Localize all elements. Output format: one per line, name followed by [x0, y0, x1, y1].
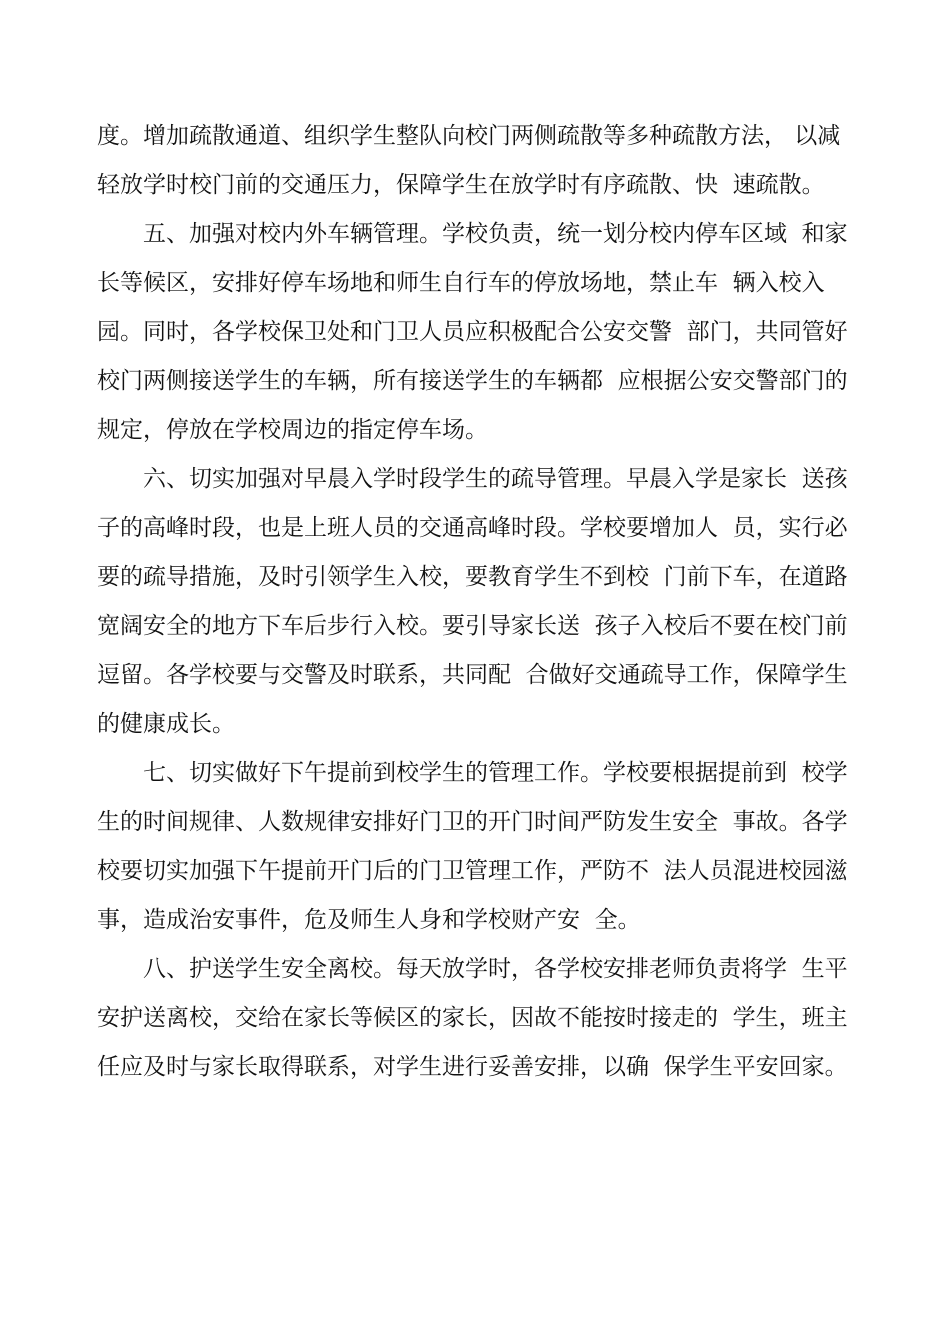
text-line: 校要切实加强下午提前开门后的门卫管理工作，严防不 法人员混进校园滋	[97, 858, 848, 884]
text-line: 宽阔安全的地方下车后步行入校。要引导家长送 孩子入校后不要在校门前	[97, 613, 848, 639]
text-line: 安护送离校，交给在家长等候区的家长，因故不能按时接走的 学生，班主	[97, 1005, 848, 1031]
text-line: 任应及时与家长取得联系，对学生进行妥善安排，以确 保学生平安回家。	[97, 1054, 848, 1080]
paragraph	[97, 210, 865, 455]
text-line: 轻放学时校门前的交通压力，保障学生在放学时有序疏散、快 速疏散。	[97, 172, 825, 198]
text-line: 八、护送学生安全离校。每天放学时，各学校安排老师负责将学 生平	[143, 956, 848, 982]
text-line: 五、加强对校内外车辆管理。学校负责，统一划分校内停车区域 和家	[143, 221, 848, 247]
text-line: 的健康成长。	[97, 711, 235, 737]
text-line: 长等候区，安排好停车场地和师生自行车的停放场地，禁止车 辆入校入	[97, 270, 825, 296]
paragraph	[97, 749, 865, 945]
document-body	[97, 112, 865, 1092]
text-line: 逗留。各学校要与交警及时联系，共同配 合做好交通疏导工作，保障学生	[97, 662, 848, 688]
paragraph	[97, 112, 865, 210]
text-line: 子的高峰时段，也是上班人员的交通高峰时段。学校要增加人 员，实行必	[97, 515, 848, 541]
text-line: 园。同时，各学校保卫处和门卫人员应积极配合公安交警 部门，共同管好	[97, 319, 848, 345]
paragraph	[97, 945, 865, 1092]
text-line: 六、切实加强对早晨入学时段学生的疏导管理。早晨入学是家长 送孩	[143, 466, 848, 492]
paragraph	[97, 455, 865, 749]
text-line: 七、切实做好下午提前到校学生的管理工作。学校要根据提前到 校学	[143, 760, 848, 786]
text-line: 度。增加疏散通道、组织学生整队向校门两侧疏散等多种疏散方法， 以减	[97, 123, 841, 149]
text-line: 要的疏导措施，及时引领学生入校，要教育学生不到校 门前下车，在道路	[97, 564, 848, 590]
text-line: 校门两侧接送学生的车辆，所有接送学生的车辆都 应根据公安交警部门的	[97, 368, 848, 394]
text-line: 规定，停放在学校周边的指定停车场。	[97, 417, 488, 443]
text-line: 生的时间规律、人数规律安排好门卫的开门时间严防发生安全 事故。各学	[97, 809, 848, 835]
text-line: 事，造成治安事件，危及师生人身和学校财产安 全。	[97, 907, 641, 933]
